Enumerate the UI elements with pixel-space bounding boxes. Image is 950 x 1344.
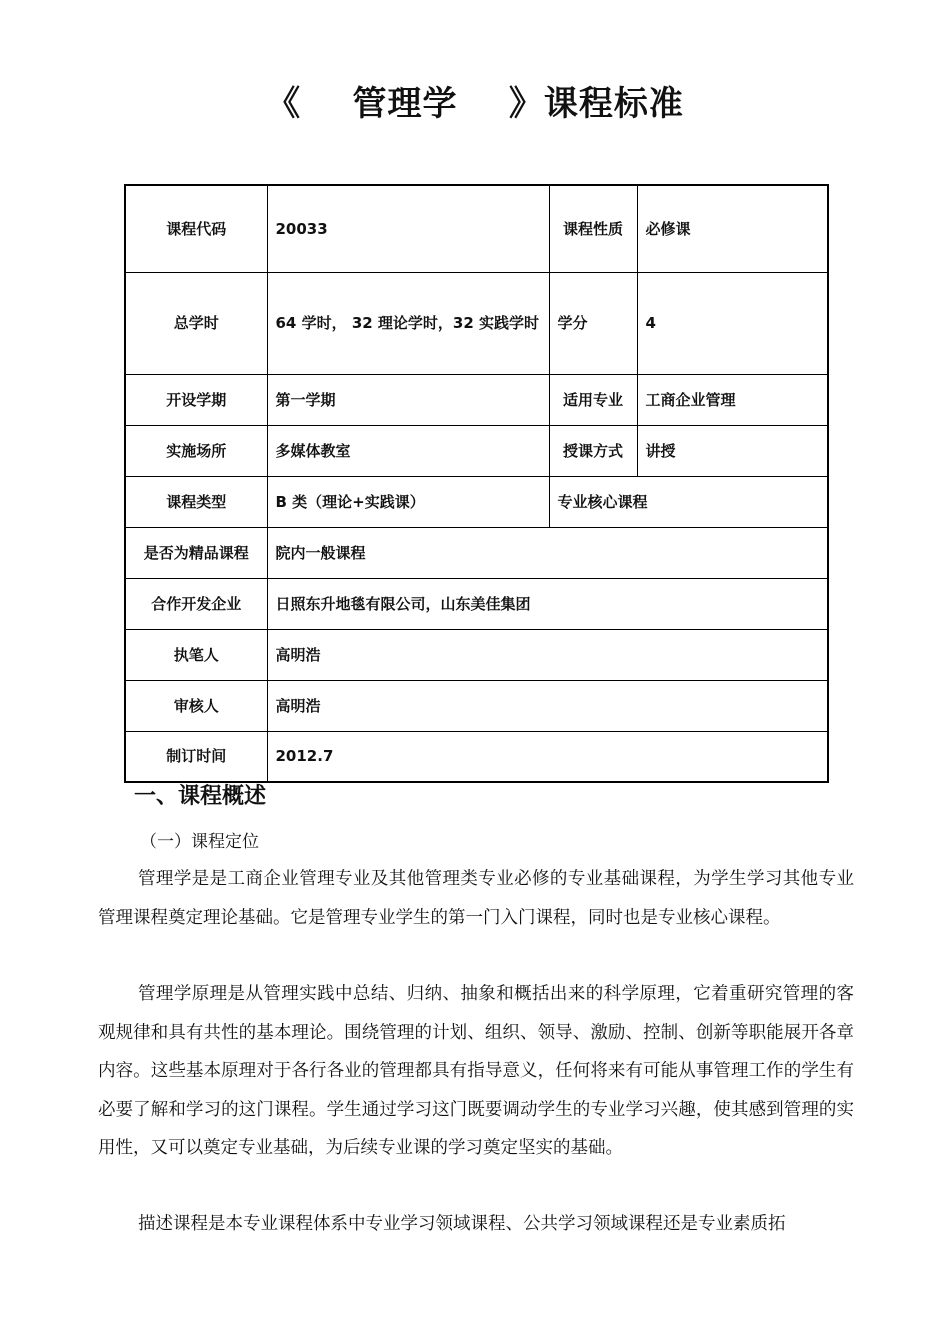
course-type-value: B 类（理论+实践课） (267, 476, 549, 527)
table-row (125, 578, 828, 629)
semester-value: 第一学期 (267, 374, 549, 425)
author-label: 执笔人 (125, 629, 267, 680)
title-close: 》课程标准 (508, 84, 684, 124)
course-type-extra: 专业核心课程 (549, 476, 828, 527)
paragraph: 管理学原理是从管理实践中总结、归纳、抽象和概括出来的科学原理，它着重研究管理的客观规律和具有共性的基本理论。围绕管理的计划、组织、领导、激励、控制、创新等职能展开各章内容。这些基本原理对于各行各业的管理都具有指导意义，任何将来有可能从事管理工作的学生有必要了解和学习的这门课程。学生通过学习这门既要调动学生的专业学习兴趣，使其感到管理的实用性，又可以奠定专业基础，为后续专业课的学习奠定坚实的基础。 (98, 984, 854, 1158)
table-row (125, 527, 828, 578)
date-label: 制订时间 (125, 731, 267, 782)
table-row (125, 374, 828, 425)
credit-value: 4 (637, 272, 828, 374)
table-row (125, 425, 828, 476)
total-hours-value: 64 学时， 32 理论学时，32 实践学时 (267, 272, 549, 374)
credit-label: 学分 (549, 272, 637, 374)
table-row (125, 731, 828, 782)
course-type-label: 课程类型 (125, 476, 267, 527)
reviewer-value: 高明浩 (267, 680, 828, 731)
table-row (125, 272, 828, 374)
course-code-label: 课程代码 (125, 185, 267, 272)
title-open-bracket: 《 (266, 84, 302, 124)
quality-course-label: 是否为精品课程 (125, 527, 267, 578)
table-row (125, 476, 828, 527)
teaching-method-value: 讲授 (637, 425, 828, 476)
date-value: 2012.7 (267, 731, 828, 782)
author-value: 高明浩 (267, 629, 828, 680)
course-info-table (124, 184, 829, 783)
venue-label: 实施场所 (125, 425, 267, 476)
table-row (125, 629, 828, 680)
title-course-name: 管理学 (352, 84, 458, 124)
section-heading: 一、课程概述 (134, 784, 267, 809)
semester-label: 开设学期 (125, 374, 267, 425)
course-code-value: 20033 (267, 185, 549, 272)
major-label: 适用专业 (549, 374, 637, 425)
major-value: 工商企业管理 (637, 374, 828, 425)
table-row (125, 680, 828, 731)
paragraph: 管理学是是工商企业管理专业及其他管理类专业必修的专业基础课程，为学生学习其他专业管理课程奠定理论基础。它是管理专业学生的第一门入门课程，同时也是专业核心课程。 (98, 869, 854, 928)
paragraph: 描述课程是本专业课程体系中专业学习领域课程、公共学习领域课程还是专业素质拓 (138, 1214, 786, 1234)
reviewer-label: 审核人 (125, 680, 267, 731)
course-nature-value: 必修课 (637, 185, 828, 272)
document-title (0, 76, 950, 125)
venue-value: 多媒体教室 (267, 425, 549, 476)
total-hours-label: 总学时 (125, 272, 267, 374)
subsection-heading: （一）课程定位 (140, 832, 259, 852)
partner-value: 日照东升地毯有限公司，山东美佳集团 (267, 578, 828, 629)
quality-course-value: 院内一般课程 (267, 527, 828, 578)
table-row (125, 185, 828, 272)
teaching-method-label: 授课方式 (549, 425, 637, 476)
course-nature-label: 课程性质 (549, 185, 637, 272)
partner-label: 合作开发企业 (125, 578, 267, 629)
